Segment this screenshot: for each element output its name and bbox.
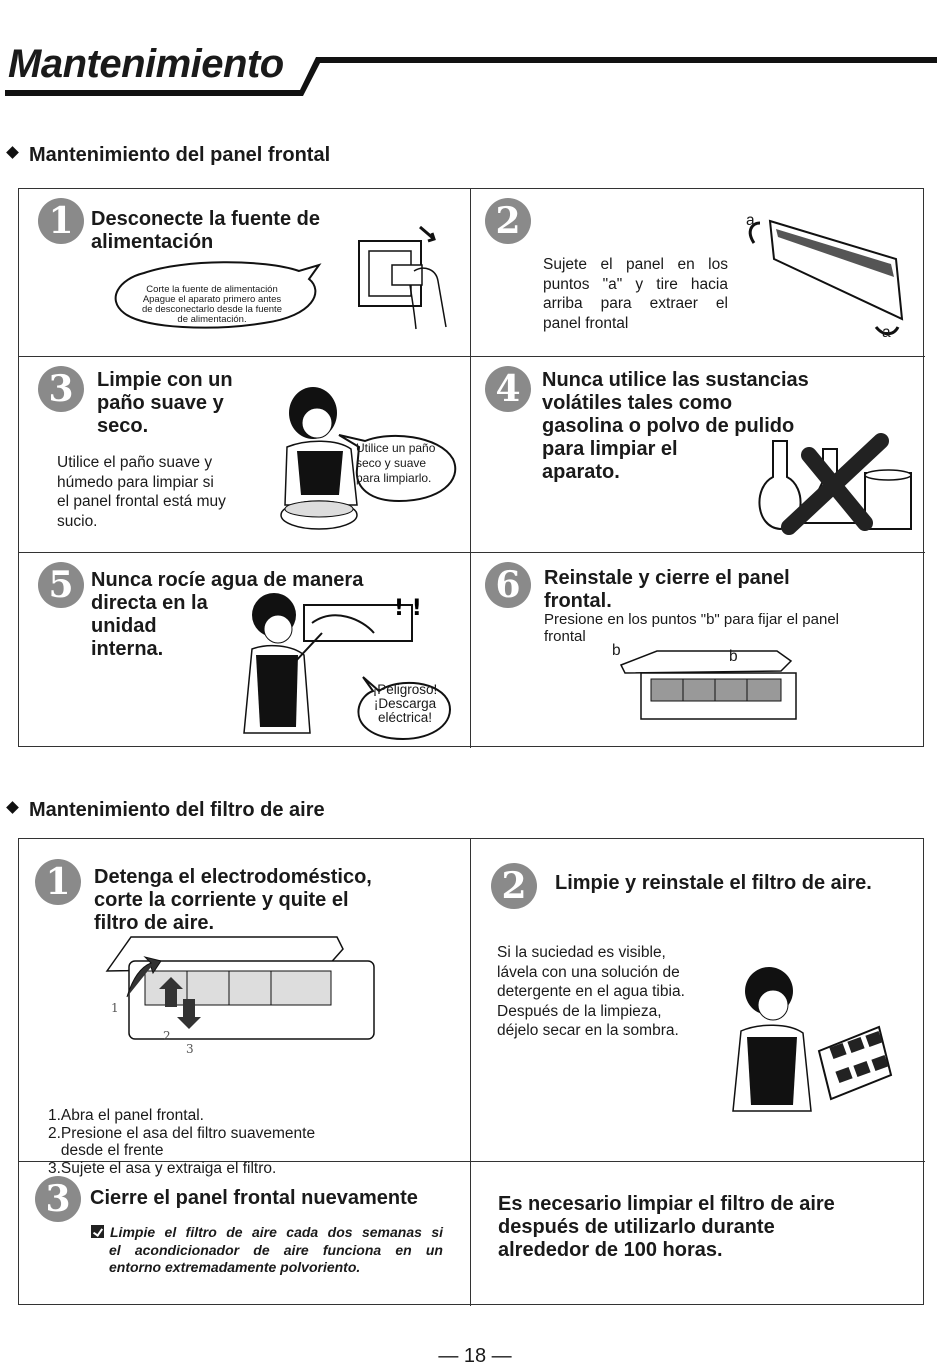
step-heading: Desconecte la fuente de alimentación xyxy=(91,208,320,253)
filter-step-cell-3 xyxy=(19,1162,471,1306)
point-b-label: b xyxy=(729,648,738,665)
step-text: Utilice el paño suave y húmedo para limpiar si el panel frontal está muy sucio. xyxy=(57,454,226,530)
air-filter-grid xyxy=(18,838,924,1305)
figure-label: 1 xyxy=(111,1001,119,1015)
point-b-label: b xyxy=(612,642,621,659)
bubble-text: ¡Peligroso! ¡Descarga eléctrica! xyxy=(372,682,438,725)
person-holding-filter-illustration xyxy=(727,965,897,1115)
step-text: Si la suciedad es visible, lávela con una solución de detergente en el agua tibia. Después de la limpieza, déjelo secar en la sombra. xyxy=(497,944,685,1039)
step-heading: Limpie y reinstale el filtro de aire. xyxy=(555,872,872,894)
step-number-badge: 2 xyxy=(491,863,537,909)
reminder-text: Es necesario limpiar el filtro de aire después de utilizarlo durante alrededor de 100 horas. xyxy=(498,1193,835,1261)
note-check-icon xyxy=(91,1225,104,1238)
unplug-hand-icon xyxy=(354,219,454,329)
point-a-label: a xyxy=(882,324,891,341)
step-text: Presione en los puntos "b" para fijar el panel frontal xyxy=(544,611,839,645)
bubble-text: Utilice un paño seco y suave para limpiarlo. xyxy=(356,441,436,485)
step-cell-5 xyxy=(19,553,471,748)
step-heading: Detenga el electrodoméstico, corte la corriente y quite el filtro de aire. xyxy=(94,866,372,934)
step-number-badge: 1 xyxy=(35,859,81,905)
point-a-label: a xyxy=(746,212,755,229)
section-title-front-panel xyxy=(8,144,330,167)
ac-unit-closing-illustration xyxy=(621,651,806,731)
page-title: Mantenimiento xyxy=(8,42,284,86)
step-number-badge: 4 xyxy=(485,366,531,412)
step-number-badge: 3 xyxy=(35,1176,81,1222)
step-text: Sujete el panel en los puntos "a" y tire hacia arriba para extraer el panel frontal xyxy=(543,256,728,332)
step-heading: Nunca utilice las sustancias volátiles tales como gasolina o polvo de pulido para limpiar el aparato. xyxy=(542,369,809,483)
step-cell-1 xyxy=(19,189,471,357)
filter-step-cell-2 xyxy=(471,839,925,1162)
bullet-diamond-icon xyxy=(6,146,19,159)
figure-label: 2 xyxy=(163,1029,171,1043)
svg-text:! !: ! ! xyxy=(394,596,422,621)
step-number-badge: 1 xyxy=(38,198,84,244)
step-number-badge: 2 xyxy=(485,198,531,244)
section-title-text: Mantenimiento del filtro de aire xyxy=(29,799,325,821)
filter-step-cell-1 xyxy=(19,839,471,1177)
step-number-badge: 6 xyxy=(485,562,531,608)
section-title-text: Mantenimiento del panel frontal xyxy=(29,144,331,166)
step-heading: Nunca rocíe agua de manera directa en la unidad interna. xyxy=(91,569,364,660)
step-cell-3 xyxy=(19,357,471,553)
filter-reminder-cell xyxy=(471,1162,925,1306)
warning-note: Limpie el filtro de aire cada dos semanas si el acondicionador de aire funciona en un entorno extremadamente polvoriento. xyxy=(91,1224,443,1277)
instruction-list: 1.Abra el panel frontal. 2.Presione el asa del filtro suavemente desde el frente 3.Sujete el asa y extraiga el filtro. xyxy=(48,1107,316,1177)
section-title-air-filter xyxy=(8,799,325,822)
step-number-badge: 3 xyxy=(38,366,84,412)
step-cell-6 xyxy=(471,553,925,748)
step-cell-2 xyxy=(471,189,925,357)
bullet-diamond-icon xyxy=(6,801,19,814)
page-number: — 18 — xyxy=(438,1345,512,1367)
step-heading: Reinstale y cierre el panel frontal. xyxy=(544,567,790,612)
filter-removal-illustration xyxy=(107,937,377,1052)
figure-label: 3 xyxy=(186,1042,194,1056)
step-heading: Limpie con un paño suave y seco. xyxy=(97,369,233,437)
step-heading: Cierre el panel frontal nuevamente xyxy=(90,1187,418,1209)
forbidden-chemicals-icon xyxy=(753,437,918,547)
front-panel-grid xyxy=(18,188,924,747)
step-cell-4 xyxy=(471,357,925,553)
bubble-text: Corte la fuente de alimentación Apague el aparato primero antes de desconectarlo desde la fuente de alimentación. xyxy=(142,284,282,325)
step-number-badge: 5 xyxy=(38,562,84,608)
